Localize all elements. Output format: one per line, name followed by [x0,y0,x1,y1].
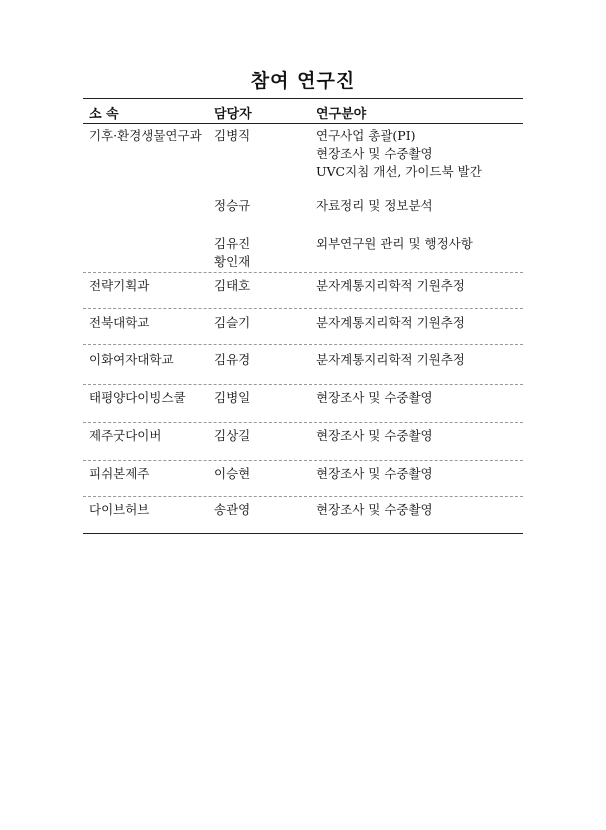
page-title: 참여 연구진 [250,70,356,92]
field-line: 현장조사 및 수중촬영 [316,428,433,443]
affiliation-cell: 이화여자대학교 [89,352,174,367]
header-field: 연구분야 [316,107,367,122]
table-row [83,308,523,344]
person-cell: 황인재 [214,254,251,269]
field-line: 현장조사 및 수중촬영 [316,502,433,517]
field-line: 분자계통지리학적 기원추정 [316,352,465,367]
person-cell: 김병직 [214,128,251,143]
table-row [83,124,523,272]
header-person: 담당자 [214,107,252,122]
field-line: 분자계통지리학적 기원추정 [316,315,465,330]
affiliation-cell: 전략기획과 [89,278,150,293]
person-cell: 이승현 [214,466,251,481]
table-row [83,460,523,496]
header-affiliation: 소 속 [89,107,119,122]
table-header [83,99,523,124]
table-row [83,422,523,460]
affiliation-cell: 피쉬본제주 [89,466,150,481]
table-row [83,344,523,384]
affiliation-cell: 기후·환경생물연구과 [89,128,202,143]
person-cell: 김유진 [214,236,251,251]
affiliation-cell: 전북대학교 [89,315,150,330]
person-cell: 김병일 [214,390,251,405]
field-line: 현장조사 및 수중촬영 [316,146,433,161]
field-line: 분자계통지리학적 기원추정 [316,278,465,293]
table-row [83,384,523,422]
person-cell: 김슬기 [214,315,251,330]
researcher-table [83,98,523,534]
field-line: 연구사업 총괄(PI) [316,128,416,143]
person-cell: 김태호 [214,278,251,293]
affiliation-cell: 제주굿다이버 [89,428,162,443]
table-row [83,272,523,308]
table-row [83,496,523,533]
field-line: 현장조사 및 수중촬영 [316,466,433,481]
person-cell: 김유경 [214,352,251,367]
field-line: 현장조사 및 수중촬영 [316,390,433,405]
field-line: UVC지침 개선, 가이드북 발간 [316,164,482,179]
field-line: 자료정리 및 정보분석 [316,198,433,213]
person-cell: 정승규 [214,198,251,213]
person-cell: 송관영 [214,502,251,517]
field-line: 외부연구원 관리 및 행정사항 [316,236,473,251]
affiliation-cell: 태평양다이빙스쿨 [89,390,186,405]
affiliation-cell: 다이브허브 [89,502,150,517]
person-cell: 김상길 [214,428,251,443]
